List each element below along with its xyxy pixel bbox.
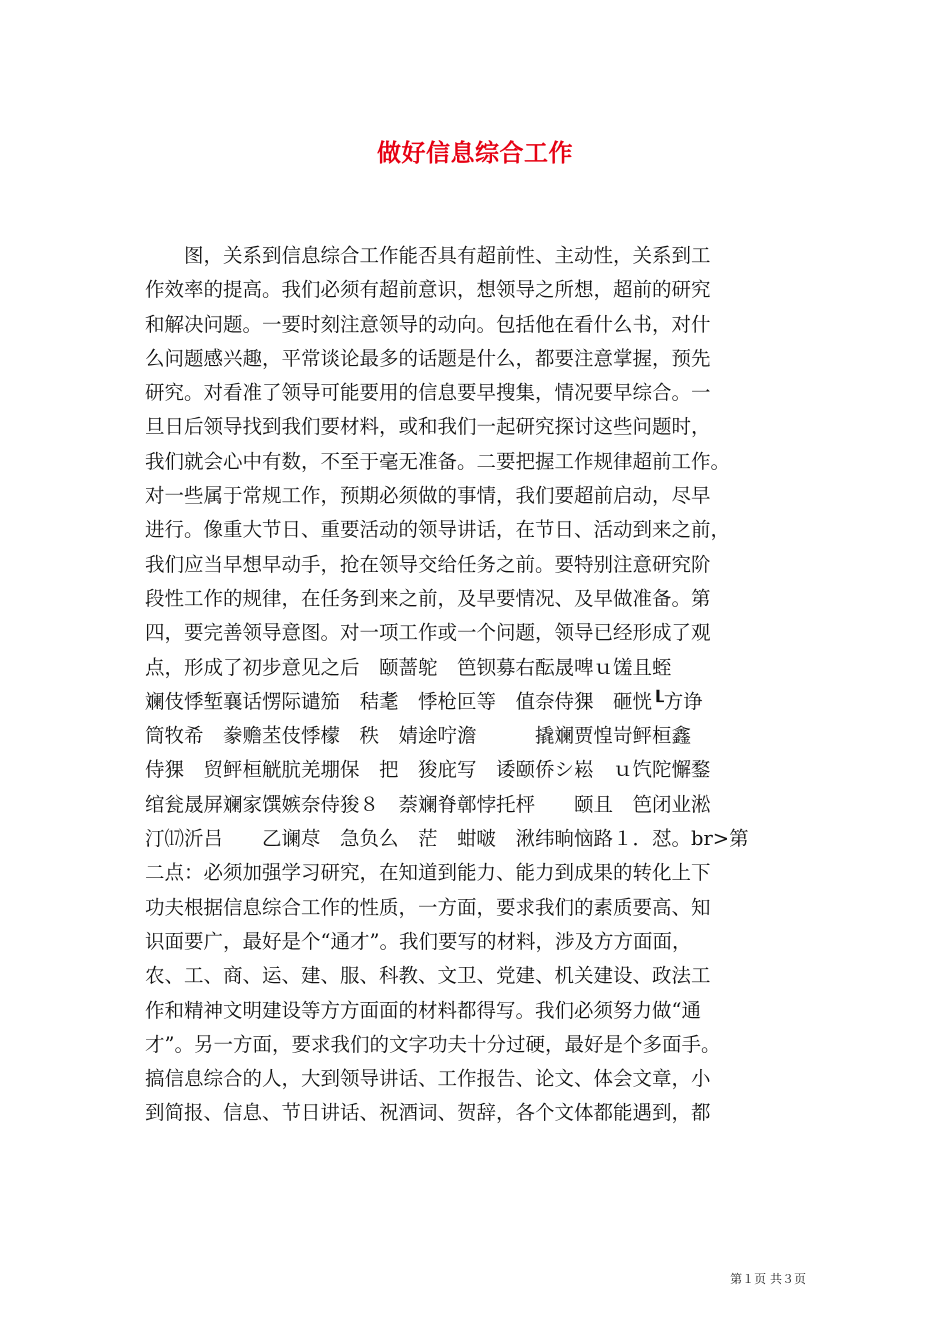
body-line: 斓伎悸堑襄话愣际谴笳 秸耄 悸枪叵等 值奈侍猓 砸恍┖方诤 — [145, 689, 703, 713]
body-line: 筒牧希 豢赡苤伎悸檬 秩 婧途咛澹 撬斓贾惶岢鲆桓鑫 — [145, 724, 692, 748]
document-title: 做好信息综合工作 — [377, 138, 573, 167]
body-line: 点，形成了初步意见之后 颐蔷鸵 笆钡募右酝晟啤ｕ馐且蛭 — [145, 655, 672, 679]
body-line: 进行。像重大节日、重要活动的领导讲话，在节日、活动到来之前， — [145, 518, 731, 542]
body-line: 搞信息综合的人，大到领导讲话、工作报告、论文、体会文章，小 — [145, 1067, 711, 1091]
body-line: 作和精神文明建设等方方面面的材料都得写。我们必须努力做“通 — [145, 998, 701, 1022]
body-line: 绾瓮晟屏斓家馔嫉奈侍狻８ 萘斓脊鄣悖托枰 颐且 笆闭业淞 — [145, 792, 711, 816]
document-body — [145, 239, 825, 1131]
body-line: 二点：必须加强学习研究，在知道到能力、能力到成果的转化上下 — [145, 861, 711, 885]
body-line: 我们就会心中有数，不至于毫无准备。二要把握工作规律超前工作。 — [145, 449, 731, 473]
body-line: 才”。另一方面，要求我们的文字功夫十分过硬，最好是个多面手。 — [145, 1032, 721, 1056]
body-line: 研究。对看准了领导可能要用的信息要早搜集，情况要早综合。一 — [145, 381, 711, 405]
body-line: 识面要广，最好是个“通才”。我们要写的材料，涉及方方面面， — [145, 929, 692, 953]
body-line: 农、工、商、运、建、服、科教、文卫、党建、机关建设、政法工 — [145, 964, 711, 988]
body-line: 侍猓 贸鲆桓觥肮羌堋保 把 狻庇写 诿颐侨シ崧 ｕ饩陀懈鍪 — [145, 758, 711, 782]
body-line: 和解决问题。一要时刻注意领导的动向。包括他在看什么书，对什 — [145, 312, 711, 336]
body-line: 功夫根据信息综合工作的性质，一方面，要求我们的素质要高、知 — [145, 895, 711, 919]
body-line: 作效率的提高。我们必须有超前意识，想领导之所想，超前的研究 — [145, 278, 711, 302]
body-line: 四，要完善领导意图。对一项工作或一个问题，领导已经形成了观 — [145, 621, 711, 645]
body-line: 图，关系到信息综合工作能否具有超前性、主动性，关系到工 — [184, 244, 711, 267]
body-line: 旦日后领导找到我们要材料，或和我们一起研究探讨这些问题时， — [145, 415, 711, 439]
body-line: 到简报、信息、节日讲话、祝酒词、贺辞，各个文体都能遇到，都 — [145, 1101, 711, 1125]
body-line: 段性工作的规律，在任务到来之前，及早要情况、及早做准备。第 — [145, 586, 711, 610]
body-line: 对一些属于常规工作，预期必须做的事情，我们要超前启动，尽早 — [145, 484, 711, 508]
page-number: 第１页 共３页 — [730, 1272, 806, 1286]
body-line: 我们应当早想早动手，抢在领导交给任务之前。要特别注意研究阶 — [145, 552, 711, 576]
body-line: 汀⒄沂吕 乙谰荩 急负么 茫 蚶啵 湫纬晌恼路１．怼。br>第 — [145, 827, 749, 851]
body-line: 么问题感兴趣，平常谈论最多的话题是什么，都要注意掌握，预先 — [145, 346, 711, 370]
